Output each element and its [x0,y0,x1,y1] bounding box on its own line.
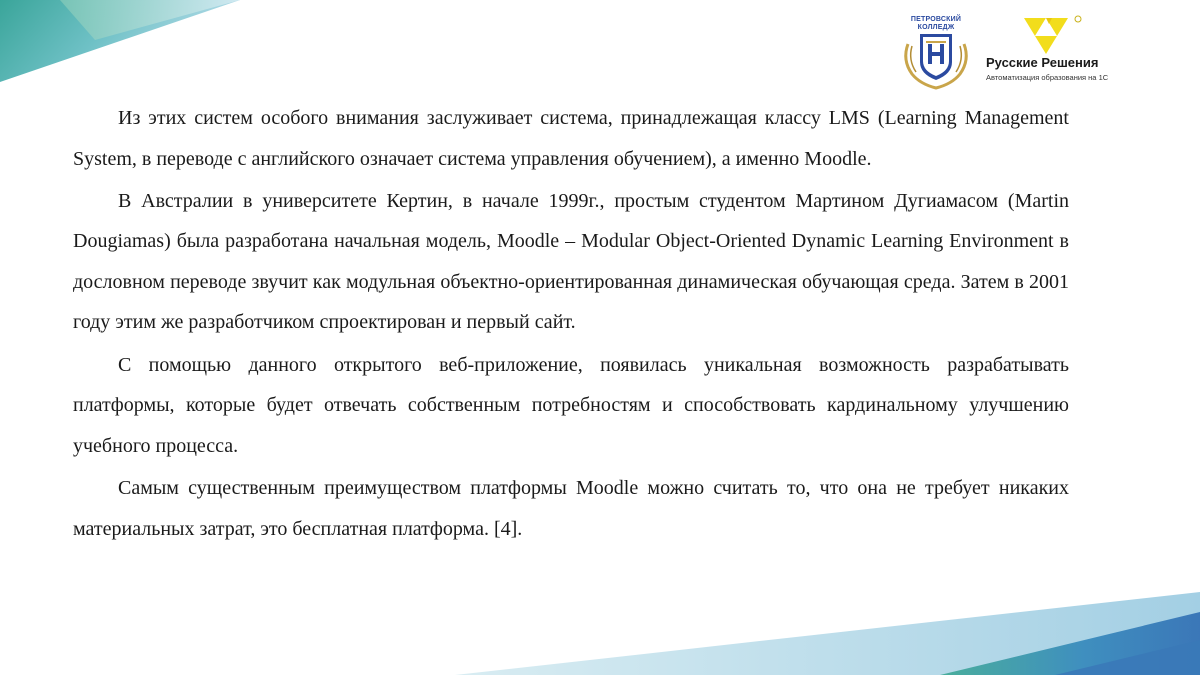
college-logo [898,10,974,90]
slide-body [73,98,1069,551]
yellow-cubes-icon [1022,12,1086,56]
bottom-right-stripe [455,592,1200,675]
brand-tagline: Автоматизация образования на 1С [986,73,1109,82]
paragraph-advantage: Самым существенным преимуществом платформы Moodle можно считать то, что она не требует никаких материальных затрат, это бесплатная платформа. [4]. [73,477,1069,540]
russkie-resheniya-logo [986,8,1148,92]
paragraph-lms: Из этих систем особого внимания заслуживает система, принадлежащая классу LMS (Learning Management System, в переводе с английского означает система управления обучением), а именно Moodle. [73,107,1069,170]
paragraph-moodle-history: В Австралии в университете Кертин, в начале 1999г., простым студентом Мартином Дугиамасом (Martin Dougiamas) была разработана начальная модель, Moodle – Modular Object-Oriented Dynamic Learning Environment в дословном переводе звучит как модульная объектно-ориентированная динамическая обучающая среда. Затем в 2001 году этим же разработчиком спроектирован и первый сайт. [73,189,1069,334]
top-left-stripe [0,0,240,82]
college-name-line1: ПЕТРОВСКИЙ [910,16,962,23]
header-logos [898,8,1148,92]
college-name-line2: КОЛЛЕДЖ [917,24,955,31]
college-name [902,16,970,32]
brand-name: Русские Решения [986,55,1099,70]
paragraph-web-app: С помощью данного открытого веб-приложение, появилась уникальная возможность разрабатывать платформы, которые будет отвечать собственным потребностям и способствовать кардинальному улучшению учебного процесса. [73,353,1069,457]
